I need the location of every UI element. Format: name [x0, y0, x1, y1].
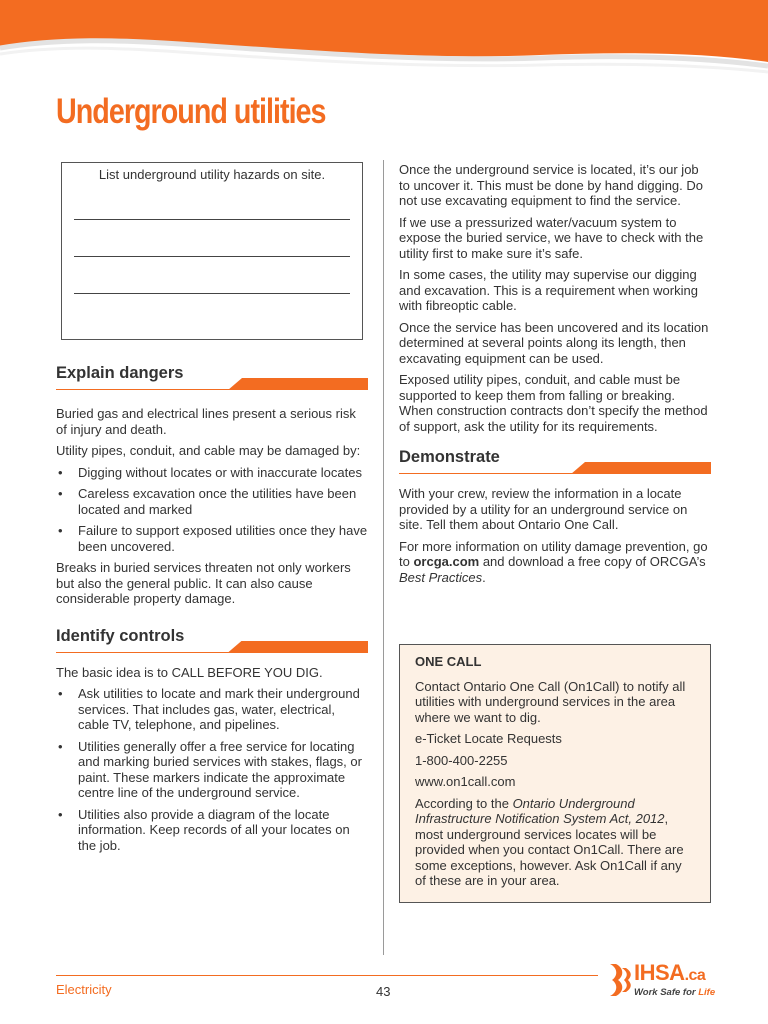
paragraph: Utility pipes, conduit, and cable may be damaged by: [56, 443, 361, 458]
paragraph: With your crew, review the information in a locate provided by a utility for an underground service on site. Tell them about Ontario One Call. [399, 486, 688, 532]
logo-wordmark: IHSA.ca [634, 960, 706, 985]
logo-tagline: Work Safe for Life [634, 987, 716, 998]
phone-number: 1-800-400-2255 [415, 752, 508, 768]
paragraph: Contact Ontario One Call (On1Call) to notify all utilities with underground services in the area where we want to dig. [415, 678, 686, 725]
one-call-title: ONE CALL [415, 654, 482, 669]
list-item: • Digging without locates or with inaccurate locates [56, 465, 368, 481]
hazard-list-box [61, 162, 363, 340]
heading-accent-bar [228, 641, 368, 653]
section-heading-identify-controls [56, 623, 368, 657]
section-heading-demonstrate [399, 444, 711, 478]
eticket-label: e-Ticket Locate Requests [415, 731, 562, 746]
paragraph: Buried gas and electrical lines present a serious risk of injury and death. [56, 406, 356, 437]
paragraph: In some cases, the utility may supervise our digging and excavation. This is a requirement when working with fibreoptic cable. [399, 267, 698, 313]
list-item: • Utilities also provide a diagram of the locate information. Keep records of all your locates on the job. [56, 807, 368, 854]
paragraph: According to the Ontario Underground Infrastructure Notification System Act, 2012, most underground services locates will be provided when you contact On1Call. There are some exceptions, however. Ask On1Call if any of these are in your area. [415, 795, 684, 888]
heading-accent-bar [228, 378, 368, 390]
column-divider [383, 160, 384, 955]
hazard-write-line[interactable] [74, 209, 350, 220]
page-title: Underground utilities [56, 92, 326, 131]
hazard-write-line[interactable] [74, 283, 350, 294]
left-column [56, 162, 368, 859]
paragraph: Exposed utility pipes, conduit, and cable must be supported to keep them from falling or breaking. When construction contracts don’t specify the method of support, ask the utility for its requirements. [399, 372, 708, 434]
list-item: • Failure to support exposed utilities once they have been uncovered. [56, 523, 368, 554]
footer-rule [56, 975, 598, 976]
paragraph: The basic idea is to CALL BEFORE YOU DIG. [56, 664, 323, 680]
hazard-write-line[interactable] [74, 246, 350, 257]
hazard-prompt: List underground utility hazards on site. [98, 167, 326, 182]
paragraph: If we use a pressurized water/vacuum system to expose the buried service, we have to check with the utility first to make sure it’s safe. [399, 214, 704, 261]
one-call-box [399, 644, 711, 903]
damage-causes-list [56, 465, 368, 555]
paragraph: Once the service has been uncovered and its location determined at several points along its length, then excavating equipment can be used. [399, 319, 709, 366]
heading-text: Identify controls [56, 626, 185, 645]
list-item: • Ask utilities to locate and mark their underground services. That includes gas, water, electrical, cable TV, telephone, and pipelines. [56, 686, 368, 733]
paragraph: Breaks in buried services threaten not only workers but also the general public. It can also cause considerable property damage. [56, 560, 351, 606]
heading-accent-bar [571, 462, 711, 474]
footer-section-label: Electricity [56, 982, 112, 997]
orcga-link[interactable]: orcga.com [413, 554, 480, 569]
right-column [399, 162, 711, 591]
page-number: 43 [376, 984, 391, 999]
section-heading-explain-dangers [56, 360, 368, 394]
on1call-url[interactable]: www.on1call.com [415, 774, 516, 789]
paragraph: Once the underground service is located, it’s our job to uncover it. This must be done by hand digging. Do not use excavating equipment to find the service. [399, 162, 704, 208]
list-item: • Utilities generally offer a free service for locating and marking buried services with stakes, flags, or paint. These markers indicate the approximate centre line of the underground service. [56, 739, 368, 801]
paragraph-orcga: For more information on utility damage prevention, go to orcga.com and download a free copy of ORCGA’s Best Practices. [399, 538, 708, 585]
heading-text: Demonstrate [399, 448, 500, 466]
controls-list [56, 686, 368, 853]
list-item: • Careless excavation once the utilities have been located and marked [56, 486, 368, 517]
heading-text: Explain dangers [56, 364, 184, 382]
